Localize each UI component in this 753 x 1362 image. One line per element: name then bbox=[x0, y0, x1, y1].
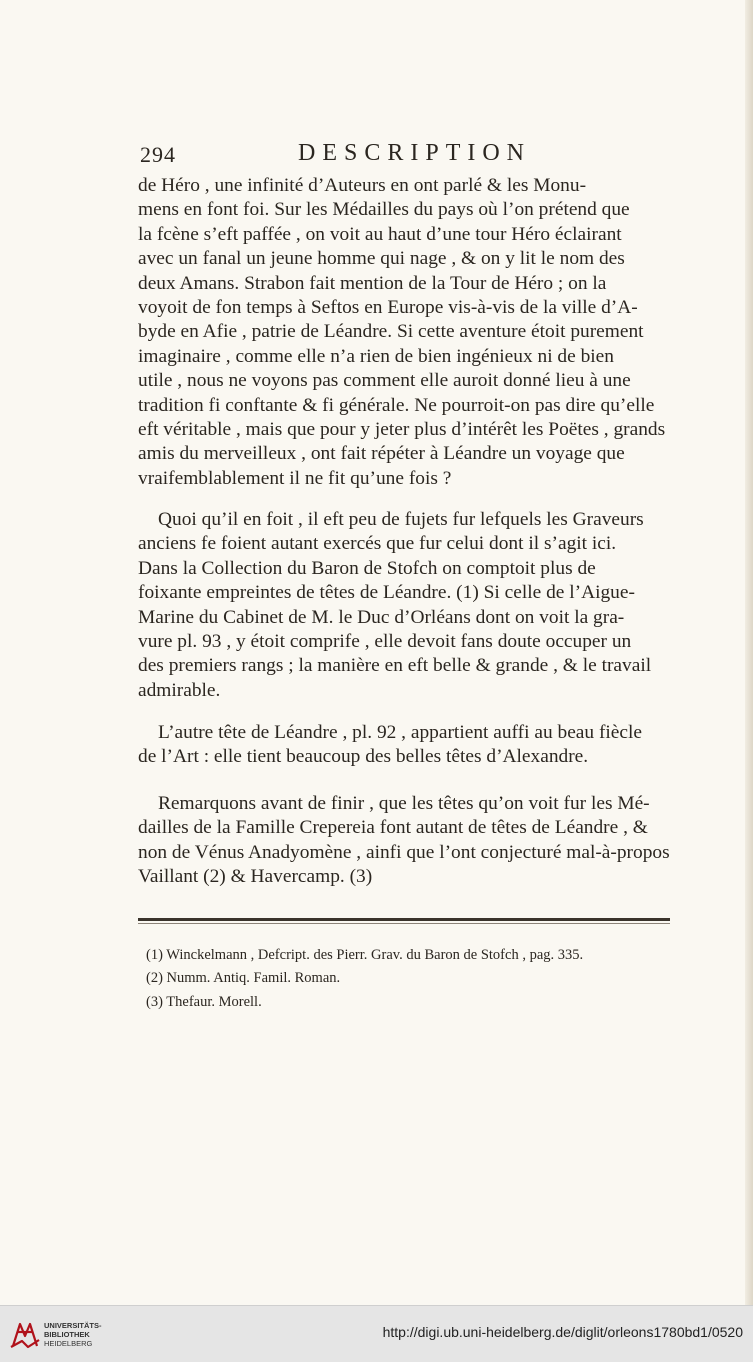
paragraph-2 bbox=[138, 508, 670, 703]
paragraph-text: Remarquons avant de finir , que les têtes qu’on voit fur les Mé- dailles de la Famille Crepereia font autant de têtes de Léandre , & non de Vénus Anadyomène , ainfi que l’ont conjecturé mal-à-propos Vaillant (2) & Havercamp. (3) bbox=[138, 793, 670, 888]
university-library-logo-icon bbox=[8, 1316, 42, 1352]
paragraph-text: L’autre tête de Léandre , pl. 92 , appartient auffi au beau fiècle de l’Art : elle tient beaucoup des belles têtes d’Alexandre. bbox=[138, 722, 642, 768]
footnote-3: (3) Thefaur. Morell. bbox=[146, 993, 262, 1010]
paragraph-text: de Héro , une infinité d’Auteurs en ont parlé & les Monu- mens en font foi. Sur les Médailles du pays où l’on prétend que la fcène s’eft paffée , on voit au haut d’une tour Héro éclairant avec un fanal un jeune homme qui nage , & on y lit le nom des deux Amans. Strabon fait mention de la Tour de Héro ; on la voyoit de fon temps à Seftos en Europe vis-à-vis de la ville d’A- byde en Afie , patrie de Léandre. Si cette aventure étoit purement imaginaire , comme elle n’a rien de bien ingénieux ni de bien utile , nous ne voyons pas comment elle auroit donné lieu à une tradition fi conftante & fi générale. Ne pourroit-on pas dire qu’elle eft véritable , mais que pour y jeter plus d’intérêt les Poëtes , grands amis du merveilleux , ont fait répéter à Léandre un voyage que vraifemblablement il ne fit qu’une fois ? bbox=[138, 175, 666, 489]
source-url-link[interactable]: http://digi.ub.uni-heidelberg.de/diglit/orleons1780bd1/0520 bbox=[382, 1324, 743, 1340]
footnote-2: (2) Numm. Antiq. Famil. Roman. bbox=[146, 970, 341, 987]
page-edge bbox=[745, 0, 753, 1305]
footnote-divider-thin bbox=[138, 923, 670, 924]
library-name-line1: UNIVERSITÄTS- bbox=[44, 1321, 102, 1330]
footnotes bbox=[146, 944, 666, 1014]
library-name bbox=[44, 1321, 102, 1348]
page-header bbox=[140, 140, 668, 174]
page-number: 294 bbox=[140, 142, 176, 167]
library-name-line2: BIBLIOTHEK bbox=[44, 1330, 90, 1339]
paragraph-3 bbox=[138, 721, 670, 770]
paragraph-text: Quoi qu’il en foit , il eft peu de fujets fur lefquels les Graveurs anciens fe foient autant exercés que fur celui dont il s’agit ici. Dans la Collection du Baron de Stofch on comptoit plus de foixante empreintes de têtes de Léandre. (1) Si celle de l’Aigue- Marine du Cabinet de M. le Duc d’Orléans dont on voit la gra- vure pl. 93 , y étoit comprife , elle devoit fans doute occuper un des premiers rangs ; la manière en eft belle & grande , & le travail admirable. bbox=[138, 509, 652, 701]
paragraph-1 bbox=[138, 174, 670, 491]
paragraph-4 bbox=[138, 792, 670, 890]
library-name-line3: HEIDELBERG bbox=[44, 1339, 93, 1348]
footnote-1: (1) Winckelmann , Defcript. des Pierr. Grav. du Baron de Stofch , pag. 335. bbox=[146, 947, 584, 963]
running-title: DESCRIPTION bbox=[298, 140, 532, 166]
footnote-divider bbox=[138, 918, 670, 921]
viewer-footer bbox=[0, 1305, 753, 1362]
